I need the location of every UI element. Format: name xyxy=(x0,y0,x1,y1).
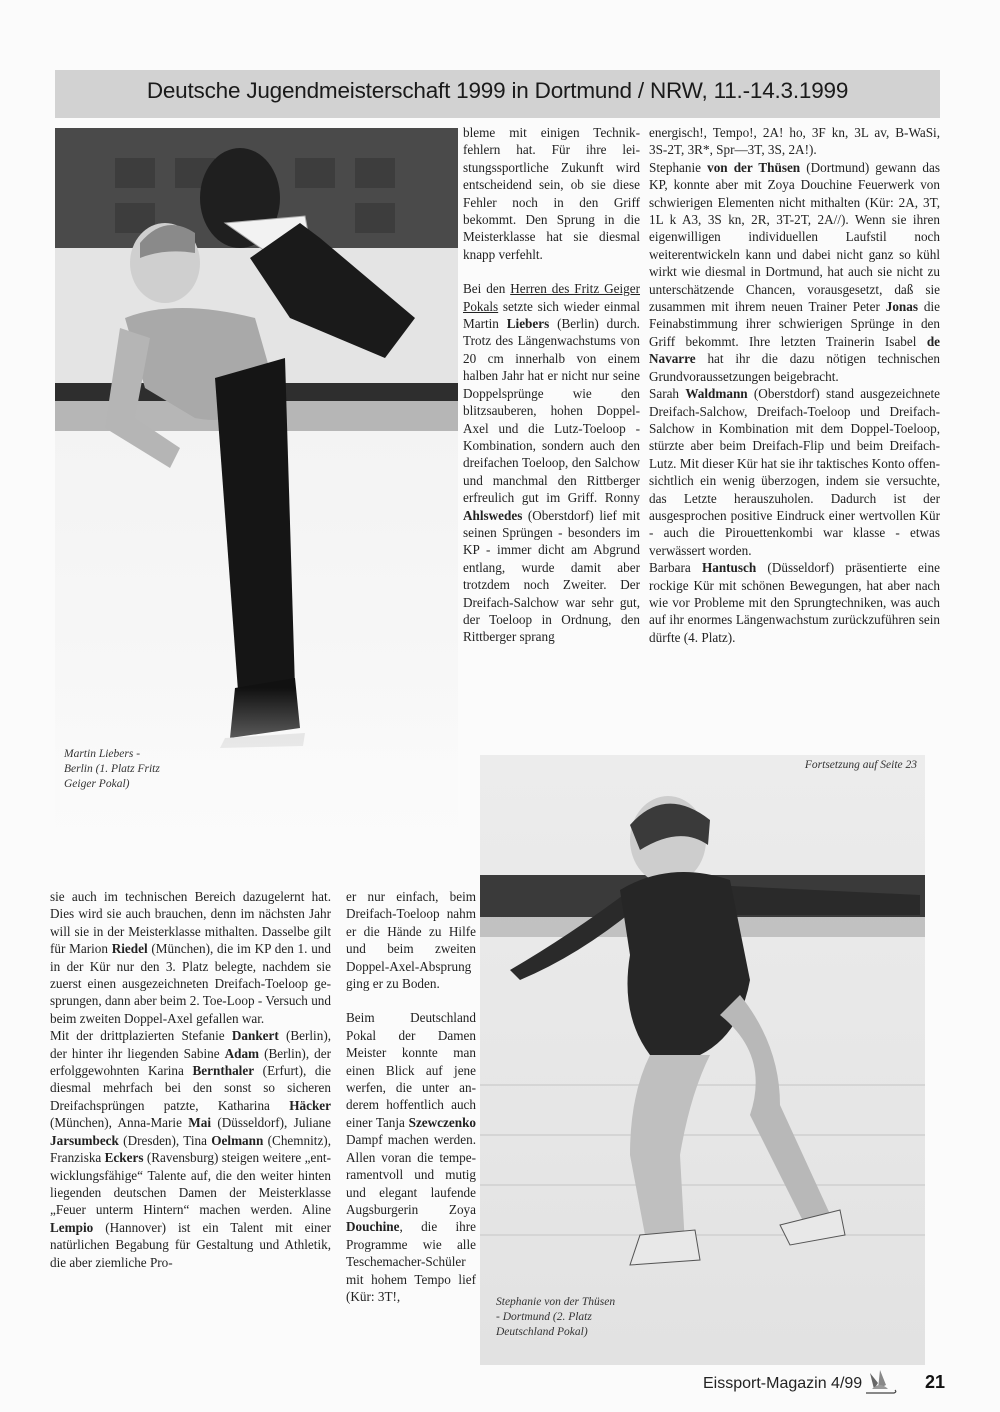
athlete-name: Oelmann xyxy=(211,1132,264,1148)
athlete-name: Jarsumbeck xyxy=(50,1132,119,1148)
text: (Berlin) durch. Trotz des Längenwachstums von 20 cm innerhalb von einem halben Jahr hat er nicht nur seine Doppelsprünge wie den blitzsauberen, hohen Doppel-Axel und die Lutz-Toeloop - Kombination, sondern auch den dreifachen Toeloop, den Salchow und manchmal den Rittberger erfreulich gut im Griff. Ronny xyxy=(463,316,640,506)
header-band xyxy=(55,70,940,118)
photo-stephanie-von-der-thuesen xyxy=(480,755,925,1365)
text: , die ihre Programme wie alle Teschemacher-Schüler mit hohem Tempo lief (Kür: 3T!, xyxy=(346,1219,476,1304)
athlete-name: Ahlswedes xyxy=(463,507,523,523)
article-bottom-column-1 xyxy=(50,888,331,1271)
text: (Chemnitz), Franziska xyxy=(50,1132,331,1166)
text: (München), die im KP den 1. und in der Kür nur den 3. Platz belegte, nachdem sie zuerst einen ausgezeichneten Dreifach-Toeloop gesprungen, dann aber beim 2. Toe-Loop - Versuch und beim zweiten Doppel-Axel gefallen war. xyxy=(50,941,331,1026)
text: (Ravensburg) steigen weitere „entwicklungsfähige“ Talente auf, die den weiter hinten liegenden deutschen Damen der Meisterklasse „Feuer unterm Hintern“ machen werden. Aline xyxy=(50,1150,331,1218)
athlete-name: Dankert xyxy=(231,1028,279,1044)
article-column-3 xyxy=(649,124,940,646)
skater-photo-2 xyxy=(480,755,925,1365)
caption-line: Geiger Pokal) xyxy=(64,778,130,790)
magazine-name: Eissport-Magazin 4/99 xyxy=(703,1375,863,1392)
athlete-name: Riedel xyxy=(111,941,148,957)
athlete-name: Bernthaler xyxy=(192,1063,255,1079)
athlete-name: Szewczenko xyxy=(408,1114,476,1130)
skater-photo-1 xyxy=(55,128,458,850)
coach-name: de Navarre xyxy=(649,333,940,367)
athlete-name: Douchine xyxy=(346,1219,400,1235)
caption-line: - Dortmund (2. Platz xyxy=(496,1311,592,1323)
caption-line: Berlin (1. Platz Fritz xyxy=(64,763,160,775)
text: Sarah xyxy=(649,386,686,402)
paragraph: er nur einfach, beim Dreifach-Toeloop nahm er die Hände zu Hilfe und beim zweiten Doppel-Axel-Absprung ging er zu Boden. xyxy=(346,889,476,992)
paragraph xyxy=(346,1009,476,1305)
text: Mit der drittplazierten Stefanie xyxy=(50,1028,232,1044)
paragraph: bleme mit einigen Technikfehlern hat. Für ihre leistungssportliche Zukunft wird entscheidend sein, ob sie diese Fehler noch in den Griff bekommt. Den Sprung in die Meisterklasse hat sie diesmal knapp verfehlt. xyxy=(463,125,640,262)
photo1-caption xyxy=(64,747,204,792)
paragraph xyxy=(50,888,331,1027)
coach-name: Jonas xyxy=(885,299,918,315)
article-bottom-column-2 xyxy=(346,888,476,1305)
skating-bird-logo-icon xyxy=(862,1367,900,1397)
text: (Düsseldorf) präsentierte eine rockige Kür mit schönen Bewegungen, hat aber nach wie vor Probleme mit den Sprungtechniken, was auch auf ihr enormes Längenwachstum zurückzuführen sein dürfte (4. Platz). xyxy=(649,560,941,645)
athlete-name: Liebers xyxy=(506,316,550,332)
photo2-caption xyxy=(496,1295,636,1340)
caption-line: Martin Liebers - xyxy=(64,748,141,760)
text: (München), Anna-Marie xyxy=(50,1115,189,1131)
paragraph xyxy=(649,385,940,559)
text: (Düsseldorf), Juliane xyxy=(211,1115,331,1131)
text: (Hannover) ist ein Talent mit einer natürlichen Begabung für Gestaltung und Athletik, die aber ziemliche Pro- xyxy=(50,1219,331,1270)
photo-martin-liebers xyxy=(55,128,458,850)
underlined-phrase: Herren des Fritz Geiger Pokals xyxy=(463,281,640,314)
continuation-note: Fortsetzung auf Seite 23 xyxy=(804,759,917,771)
text: (Dortmund) gewann das KP, konnte aber mit Zoya Douchine Feuerwerk von schwierigen Elementen nicht mithalten (Kür: 2A, 3T, 1L k A3, 3S kn, 2R, 3T-2T, 2A//). Wenn sie ihren eigenwilligen individuellen Laufstil noch weiterentwickeln kann und dabei nicht ganz so kühl wirkt wie diesmal in Dortmund, hat auch sie nicht zu unterschätzende Chancen, vorausgesetzt, daß sie zusammen mit ihrem neuen Trainer Peter xyxy=(649,159,940,315)
text: (Erfurt), die diesmal mehrfach bei den sonst so sicheren Dreifachsprüngen patzte, Katharina xyxy=(50,1063,331,1113)
text: Dampf machen werden. Allen voran die temperamentvoll und mutig und elegant laufende Augsburgerin Zoya xyxy=(346,1132,476,1217)
athlete-name: Lempio xyxy=(50,1219,94,1235)
article-column-2 xyxy=(463,124,640,646)
text: (Berlin), der erfolggewohnten Karina xyxy=(50,1045,331,1079)
text: setzte sich wieder einmal Martin xyxy=(463,298,640,332)
text: die Feinabstimmung ihrer schwierigen Sprünge in den Griff bekommt. Ihre letzten Trainerin Isabel xyxy=(649,299,940,349)
athlete-name: Eckers xyxy=(104,1150,144,1166)
caption-line: Stephanie von der Thüsen xyxy=(496,1296,616,1308)
paragraph xyxy=(649,559,940,646)
text: (Dresden), Tina xyxy=(118,1132,212,1148)
text: Beim Deutschland Pokal der Damen Meister konnte man einen Blick auf jene werfen, die unter anderem hoffentlich auch einer Tanja xyxy=(346,1010,476,1130)
athlete-name: Adam xyxy=(224,1045,260,1061)
text: Barbara xyxy=(649,560,702,576)
athlete-name: Mai xyxy=(188,1115,212,1131)
page-title: Deutsche Jugendmeisterschaft 1999 in Dortmund / NRW, 11.-14.3.1999 xyxy=(146,78,849,103)
page-number: 21 xyxy=(925,1372,946,1392)
athlete-name: Hantusch xyxy=(701,560,757,576)
athlete-name: von der Thüsen xyxy=(707,159,801,175)
athlete-name: Waldmann xyxy=(685,386,748,402)
paragraph xyxy=(50,1027,331,1271)
text: (Oberstdorf) lief mit seinen Sprüngen - besonders im KP - immer dicht am Abgrund entlang, wurde damit aber trotzdem noch Zweiter. Der Dreifach-Salchow war sehr gut, der Toeloop in Ordnung, den Rittberger sprang xyxy=(463,507,640,645)
paragraph: energisch!, Tempo!, 2A! ho, 3F kn, 3L av, B-WaSi, 3S-2T, 3R*, Spr—3T, 3S, 2A!). xyxy=(649,125,940,158)
text: (Berlin), der hinter ihr liegenden Sabine xyxy=(50,1028,332,1061)
text: Stephanie xyxy=(649,159,708,175)
text: hat ihr die dazu nötigen technischen Grundvoraussetzungen beigebracht. xyxy=(649,351,940,384)
athlete-name: Häcker xyxy=(289,1097,331,1113)
paragraph xyxy=(463,280,640,646)
caption-line: Deutschland Pokal) xyxy=(496,1326,588,1338)
text: (Oberstdorf) stand ausgezeichnete Dreifach-Salchow, Dreifach-Toeloop und Dreifach-Salchow in Kombination mit dem Doppel-Toeloop, stürzte aber beim Dreifach-Flip und beim Dreifach-Lutz. Mit dieser Kür hat sie ihr taktisches Konto offensichtlich ein wenig überzogen, indem sie versuchte, das Letzte herauszuholen. Dadurch ist der ausgesprochen positive Eindruck einer wertvollen Kür - auch die Pirouettenkombi war klasse - etwas verwässert worden. xyxy=(649,386,941,558)
text: sie auch im technischen Bereich dazugelernt hat. Dies wird sie auch brauchen, denn im nächsten Jahr will sie in der Meisterklasse mithalten. Dasselbe gilt für Marion xyxy=(50,889,331,957)
text: Bei den xyxy=(463,281,511,297)
paragraph xyxy=(649,159,940,385)
